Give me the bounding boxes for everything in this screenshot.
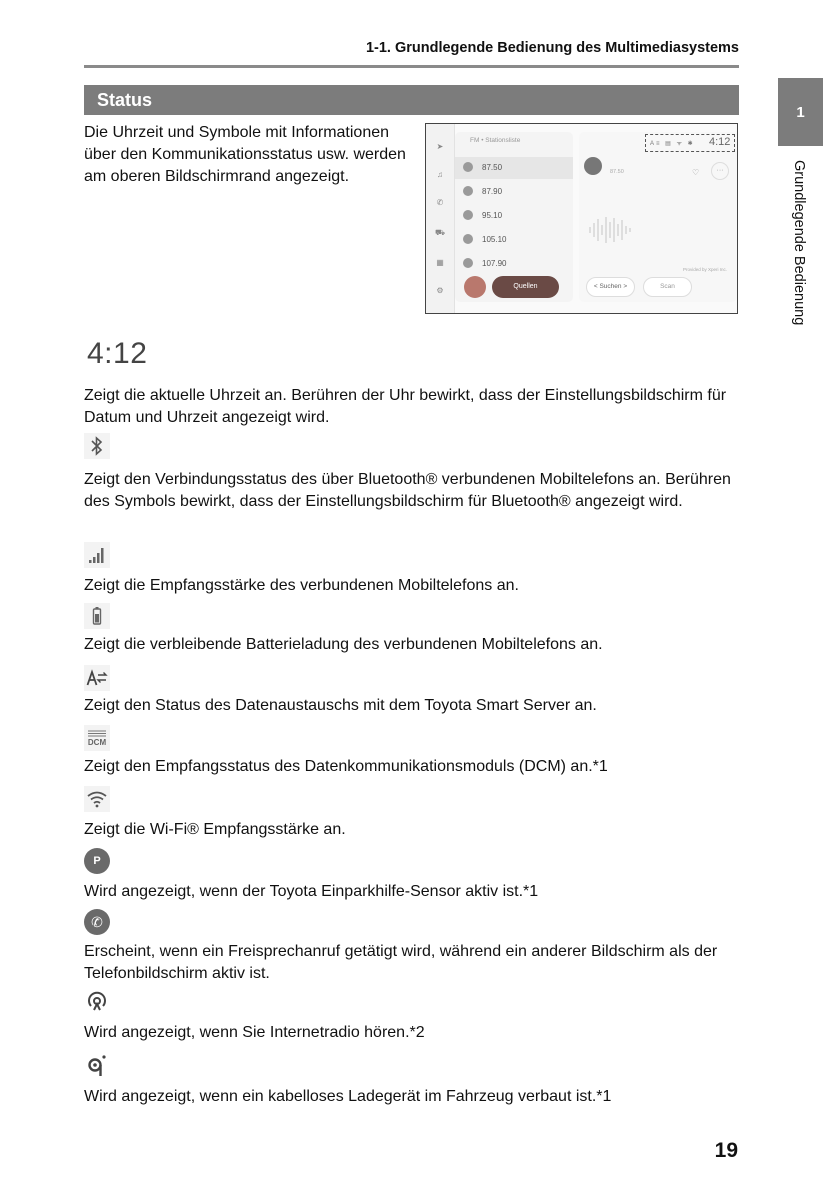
navigation-icon: ➤ [436, 142, 444, 151]
status-icons: A≡ ▤ ᯤ ✱ [650, 141, 695, 147]
apps-icon: ▦ [436, 258, 444, 267]
section-title: Status [84, 85, 739, 115]
station-icon [463, 162, 473, 172]
parking-sensor-icon [84, 848, 110, 874]
station-row[interactable] [455, 229, 573, 251]
intro-paragraph: Die Uhrzeit und Symbole mit Informationen über den Kommunikationsstatus usw. werden am oberen Bildschirmrand angezeigt. [84, 124, 406, 185]
microphone-icon[interactable] [464, 276, 486, 298]
dcm-icon-label: DCM [87, 737, 107, 747]
battery-description: Zeigt die verbleibende Batterieladung des verbundenen Mobiltelefons an. [84, 636, 603, 653]
internet-radio-description: Wird angezeigt, wenn Sie Internetradio hören.*2 [84, 1024, 425, 1041]
station-icon [463, 258, 473, 268]
internet-radio-icon [84, 990, 110, 1016]
signal-strength-icon [84, 542, 110, 568]
parking-sensor-description: Wird angezeigt, wenn der Toyota Einparkhilfe-Sensor aktiv ist.*1 [84, 883, 539, 900]
wifi-description: Zeigt die Wi-Fi® Empfangsstärke an. [84, 821, 346, 838]
favorite-icon[interactable]: ♡ [692, 168, 700, 177]
battery-icon [84, 603, 110, 629]
data-exchange-description: Zeigt den Status des Datenaustauschs mit dem Toyota Smart Server an. [84, 697, 597, 714]
station-frequency: 87.50 [482, 163, 503, 172]
phone-icon: ✆ [436, 198, 444, 207]
station-frequency: 95.10 [482, 211, 503, 220]
music-icon: ♫ [437, 170, 443, 179]
station-row[interactable] [455, 157, 573, 179]
dcm-icon [84, 725, 110, 751]
provider-credit: Provided by Xperi Inc. [683, 267, 728, 272]
signal-strength-description: Zeigt die Empfangsstärke des verbundenen Mobiltelefons an. [84, 577, 519, 594]
station-icon [463, 234, 473, 244]
station-frequency: 105.10 [482, 235, 507, 244]
station-row[interactable] [455, 205, 573, 227]
station-icon [463, 186, 473, 196]
chapter-title: Grundlegende Bedienung [791, 160, 807, 326]
status-clock[interactable]: 4:12 [709, 136, 731, 148]
station-frequency: 87.90 [482, 187, 503, 196]
audio-wave-icon [586, 215, 636, 245]
more-options-icon[interactable]: ··· [711, 162, 729, 180]
station-row[interactable] [455, 253, 573, 275]
station-icon [463, 210, 473, 220]
data-exchange-icon [84, 665, 110, 691]
bluetooth-icon [84, 433, 110, 459]
wifi-icon [84, 786, 110, 812]
figure-sidebar [426, 124, 455, 313]
bluetooth-description: Zeigt den Verbindungsstatus des über Bluetooth® verbundenen Mobiltelefons an. Berühren des Symbols bewirkt, dass der Einstellungsbildschirm für Bluetooth® angezeigt wird. [84, 471, 731, 510]
figure-breadcrumb: FM • Stationsliste [470, 137, 521, 144]
chapter-tab: 1 [778, 78, 823, 146]
clock-description: Zeigt die aktuelle Uhrzeit an. Berühren der Uhr bewirkt, dass der Einstellungsbildschirm für Datum und Uhrzeit angezeigt wird. [84, 387, 727, 426]
wireless-charger-description: Wird angezeigt, wenn ein kabelloses Ladegerät im Fahrzeug verbaut ist.*1 [84, 1088, 612, 1105]
station-frequency: 107.90 [482, 259, 507, 268]
settings-icon: ⚙ [436, 286, 444, 295]
station-row[interactable] [455, 181, 573, 203]
sources-button[interactable]: Quellen [492, 276, 559, 298]
current-frequency: 87.50 [610, 169, 624, 175]
dcm-description: Zeigt den Empfangsstatus des Datenkommunikationsmoduls (DCM) an.*1 [84, 758, 608, 775]
status-screenshot-figure [425, 123, 738, 314]
page-number: 19 [714, 1139, 738, 1162]
car-icon: ⛟ [434, 228, 446, 237]
current-station-icon [584, 157, 602, 175]
clock-example: 4:12 [87, 337, 148, 370]
search-button[interactable]: < Suchen > [586, 277, 635, 297]
phone-call-description: Erscheint, wenn ein Freisprechanruf getätigt wird, während ein anderer Bildschirm als der Telefonbildschirm aktiv ist. [84, 943, 718, 982]
scan-button[interactable]: Scan [643, 277, 692, 297]
wireless-charger-icon [84, 1053, 110, 1079]
running-header: 1-1. Grundlegende Bedienung des Multimediasystems [365, 40, 739, 56]
phone-call-icon: ✆ [84, 909, 110, 935]
parking-sensor-icon-label: P [84, 848, 110, 874]
header-rule [84, 65, 739, 68]
